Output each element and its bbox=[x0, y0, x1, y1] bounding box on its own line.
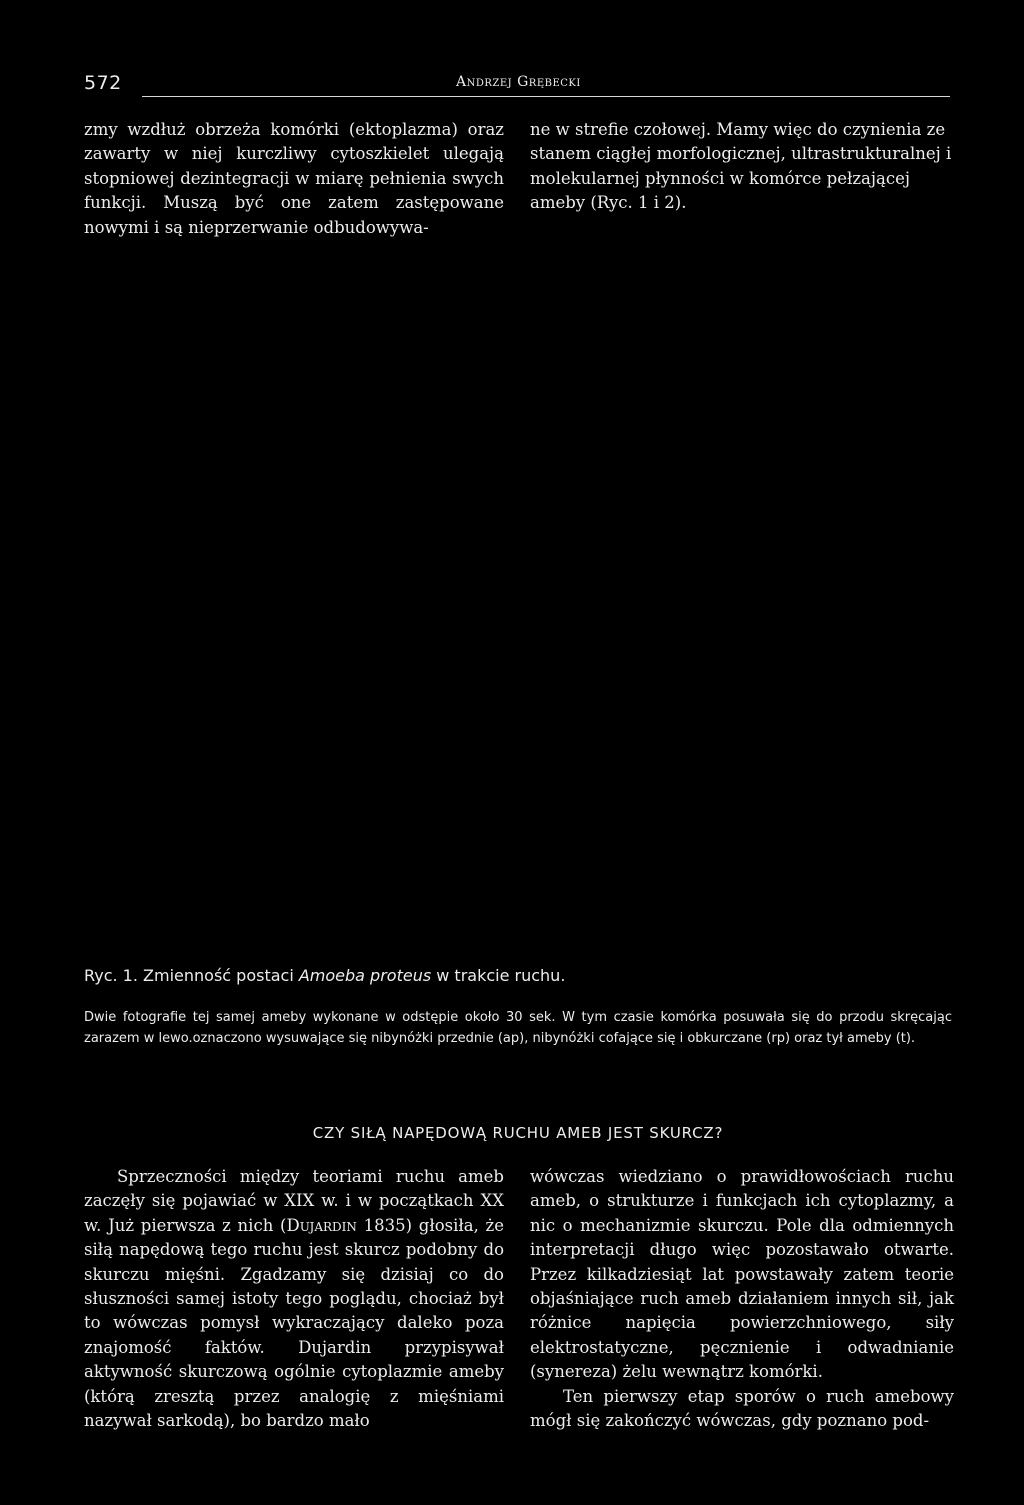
paragraph: wówczas wiedziano o prawidłowościach ruchu ameb, o strukturze i funkcjach ich cytoplazmy, a nic o mechanizmie skurczu. Pole dla odmiennych interpretacji długo więc pozostawało otwarte. Przez kilkadziesiąt lat powstawały zatem teorie objaśniające ruch ameb działaniem innych sił, jak różnice napięcia powierzchniowego, siły elektrostatyczne, pęcznienie i odwadnianie (synereza) żelu wewnątrz komórki. bbox=[530, 1167, 954, 1382]
figure-image bbox=[84, 240, 950, 960]
page-number: 572 bbox=[84, 72, 122, 94]
paragraph: zmy wzdłuż obrzeża komórki (ektoplazma) oraz zawarty w niej kurczliwy cytoszkielet ulegają stopniowej dezintegracji w miarę pełnienia swych funkcji. Muszą być one zatem zastępowane nowymi i są nieprzerwanie odbudowywa- bbox=[84, 120, 504, 237]
text-run: 1835) głosiła, że siłą napędową tego ruchu jest skurcz podobny do skurczu mięśni. Zgadzamy się dzisiaj co do słuszności samej istoty tego poglądu, chociaż był to wówczas pomysł wykraczający daleko poza znajomość faktów. Dujardin przypisywał aktywność skurczową ogólnie cytoplazmie ameby (którą zresztą przez analogię z mięśniami nazywał sarkodą), bo bardzo mało bbox=[84, 1215, 504, 1431]
bottom-right-column bbox=[530, 1165, 954, 1433]
bottom-left-column bbox=[84, 1165, 504, 1433]
caption-species: Amoeba proteus bbox=[298, 966, 432, 985]
caption-suffix: w trakcie ruchu. bbox=[431, 966, 566, 985]
caption-prefix: Ryc. 1. Zmienność postaci bbox=[84, 966, 299, 985]
figure-caption-body: Dwie fotografie tej samej ameby wykonane w odstępie około 30 sek. W tym czasie komórka posuwała się do przodu skręcając zarazem w lewo.oznaczono wysuwające się nibynóżki przednie (ap), nibynóżki cofające się i obkurczane (rp) oraz tył ameby (t). bbox=[84, 1010, 952, 1046]
paragraph: ne w strefie czołowej. Mamy więc do czynienia ze stanem ciągłej morfologicznej, ultrastrukturalnej i molekularnej płynności w komórce pełzającej ameby (Ryc. 1 i 2). bbox=[530, 120, 952, 213]
figure-caption-title bbox=[84, 966, 565, 985]
header-rule bbox=[142, 96, 950, 97]
top-left-column bbox=[84, 118, 504, 240]
paragraph: Ten pierwszy etap sporów o ruch amebowy mógł się zakończyć wówczas, gdy poznano pod- bbox=[530, 1386, 954, 1431]
paragraph bbox=[84, 1165, 504, 1433]
top-right-column bbox=[530, 118, 954, 216]
text-run: Sprzeczności między teoriami ruchu ameb zaczęły się pojawiać w XIX w. i w początkach XX w. Już pierwsza z nich ( bbox=[84, 1167, 504, 1235]
running-head: Andrzej Grębecki bbox=[456, 74, 581, 90]
section-heading: CZY SIŁĄ NAPĘDOWĄ RUCHU AMEB JEST SKURCZ? bbox=[312, 1124, 724, 1142]
author-name: Dujardin bbox=[286, 1215, 357, 1235]
